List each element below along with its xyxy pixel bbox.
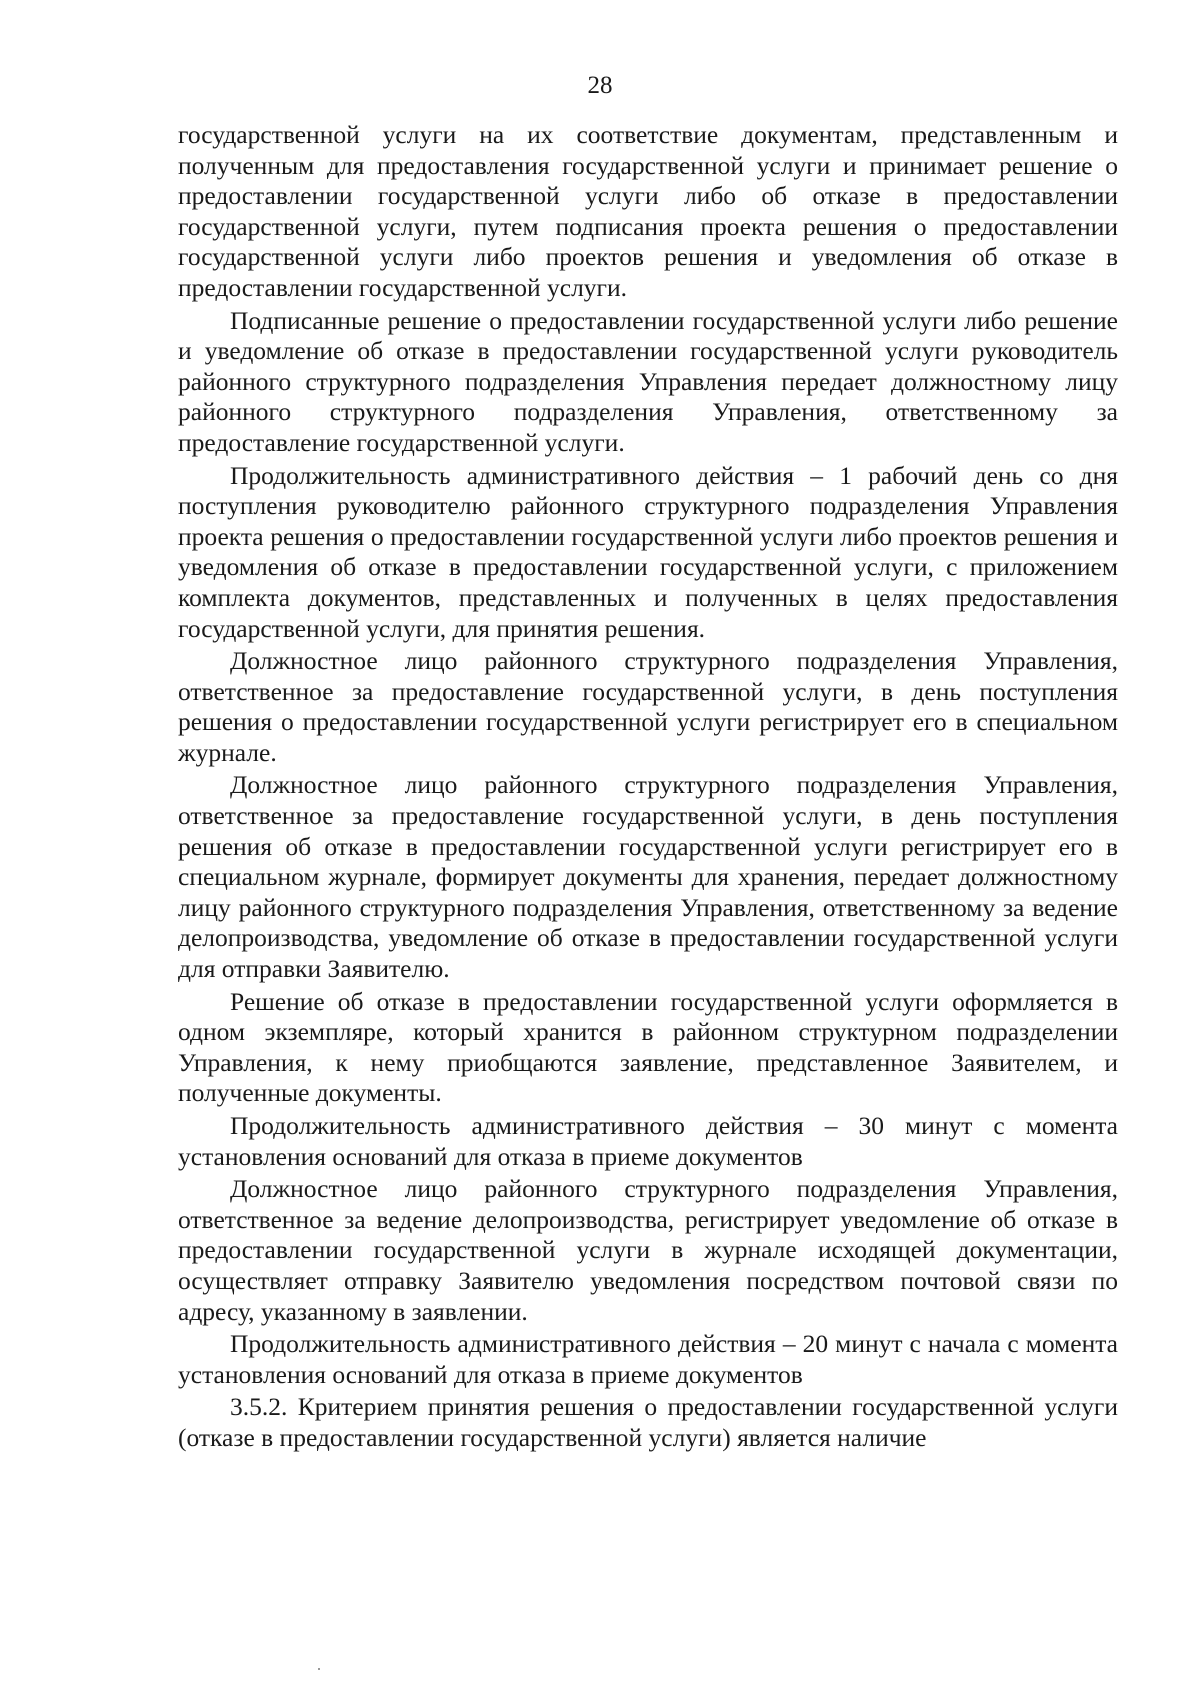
page-number: 28 bbox=[587, 72, 613, 99]
paragraph-continuation: государственной услуги на их соответствие документам, представленным и полученным для предоставления государственной услуги и принимает решение о предоставлении государственной услуги либо об отказе в предоставлении государственной услуги, путем подписания проекта решения о предоставлении государственной услуги либо проектов решения и уведомления об отказе в предоставлении государственной услуги. bbox=[178, 120, 1118, 302]
paragraph-duration-1-day: Продолжительность административного действия – 1 рабочий день со дня поступления руководителю районного структурного подразделения Управления проекта решения о предоставлении государственной услуги либо проектов решения и уведомления об отказе в предоставлении государственной услуги, с приложением комплекта документов, представленных и полученных в целях предоставления государственной услуги, для принятия решения. bbox=[178, 460, 1118, 643]
paragraph-registration-refusal: Должностное лицо районного структурного подразделения Управления, ответственное за предоставление государственной услуги, в день поступления решения об отказе в предоставлении государственной услуги регистрирует его в специальном журнале, формирует документы для хранения, передает должностному лицу районного структурного подразделения Управления, ответственному за ведение делопроизводства, уведомление об отказе в предоставлении государственной услуги для отправки Заявителю. bbox=[178, 770, 1118, 984]
paragraph-duration-20-min: Продолжительность административного действия – 20 минут с начала с момента установления оснований для отказа в приеме документов bbox=[178, 1329, 1118, 1389]
paragraph-signed-decision: Подписанные решение о предоставлении государственной услуги либо решение и уведомление об отказе в предоставлении государственной услуги руководитель районного структурного подразделения Управления передает должностному лицу районного структурного подразделения Управления, ответственному за предоставление государственной услуги. bbox=[178, 305, 1118, 457]
paragraph-duration-30-min: Продолжительность административного действия – 30 минут с момента установления оснований для отказа в приеме документов bbox=[178, 1111, 1118, 1171]
paragraph-refusal-copy: Решение об отказе в предоставлении государственной услуги оформляется в одном экземпляре, который хранится в районном структурном подразделении Управления, к нему приобщаются заявление, представленное Заявителем, и полученные документы. bbox=[178, 986, 1118, 1108]
document-body bbox=[178, 120, 1118, 1456]
paragraph-criterion-3-5-2: 3.5.2. Критерием принятия решения о предоставлении государственной услуги (отказе в предоставлении государственной услуги) является наличие bbox=[178, 1392, 1118, 1452]
paragraph-registration-grant: Должностное лицо районного структурного подразделения Управления, ответственное за предоставление государственной услуги, в день поступления решения о предоставлении государственной услуги регистрирует его в специальном журнале. bbox=[178, 646, 1118, 767]
paragraph-notification-dispatch: Должностное лицо районного структурного подразделения Управления, ответственное за ведение делопроизводства, регистрирует уведомление об отказе в предоставлении государственной услуги в журнале исходящей документации, осуществляет отправку Заявителю уведомления посредством почтовой связи по адресу, указанному в заявлении. bbox=[178, 1174, 1118, 1326]
scan-dot bbox=[318, 1668, 320, 1670]
